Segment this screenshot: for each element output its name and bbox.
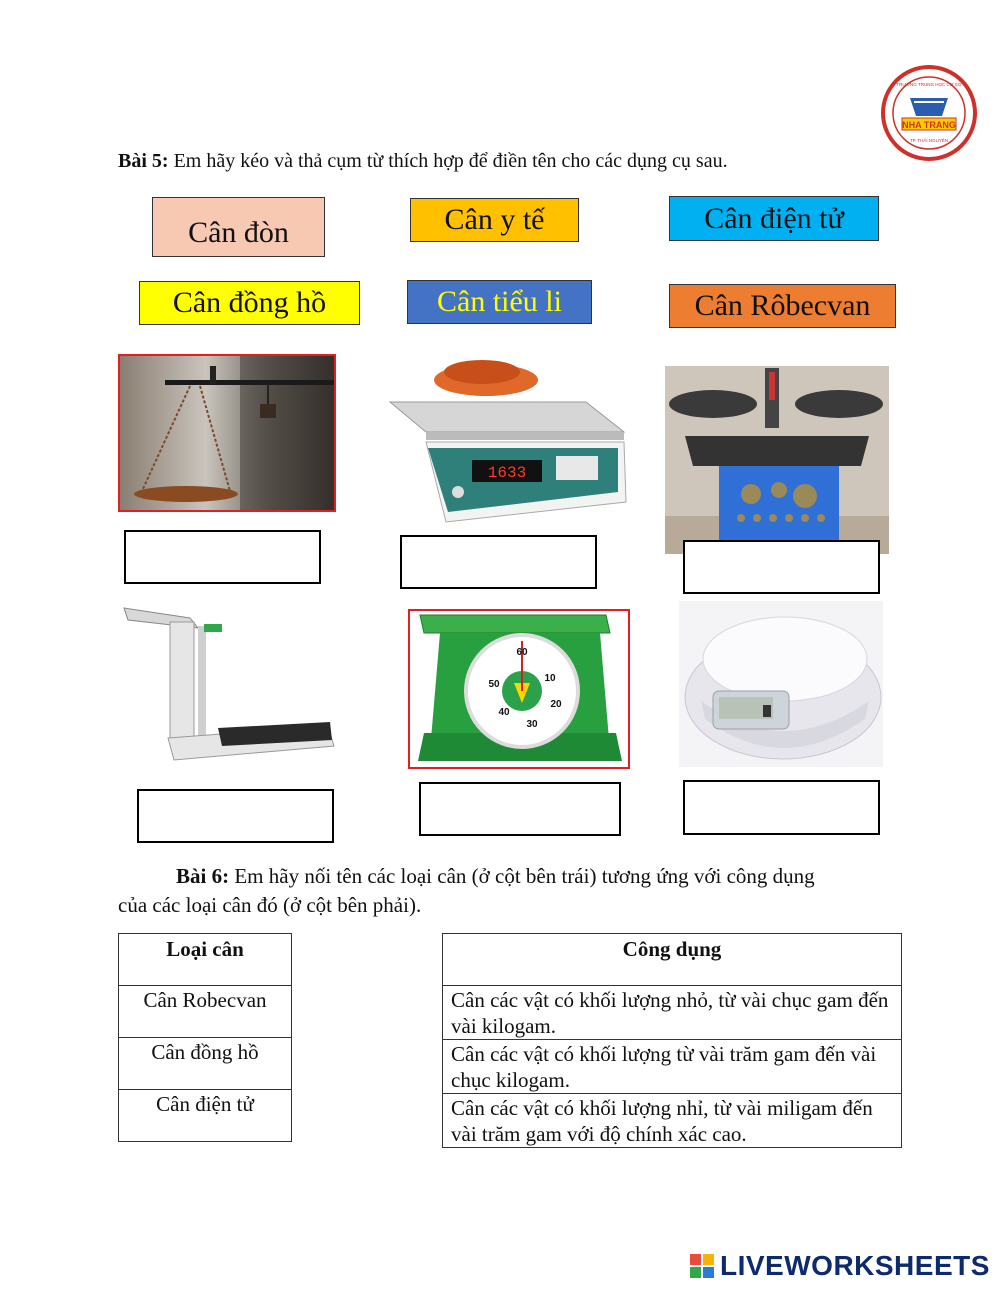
school-logo-title: TRƯỜNG TRUNG HỌC CƠ SỞ [896, 82, 962, 87]
chip-can-robecvan[interactable]: Cân Rôbecvan [669, 284, 896, 328]
answer-box-5[interactable] [419, 782, 621, 836]
school-logo-name: NHA TRANG [902, 120, 956, 130]
school-logo-city: TP. THÁI NGUYÊN [909, 138, 949, 143]
liveworksheets-icon [690, 1254, 714, 1278]
exercise-5-instruction [118, 150, 728, 173]
scale-use-item[interactable]: Cân các vật có khối lượng nhỉ, từ vài miligam đến vài trăm gam với độ chính xác cao. [443, 1094, 902, 1148]
exercise-6-instruction [118, 862, 908, 920]
exercise-6-text-line2: của các loại cân đó (ở cột bên phải). [118, 893, 422, 917]
exercise-6-text-line1: Em hãy nối tên các loại cân (ở cột bên trái) tương ứng với công dụng [234, 864, 815, 888]
medical-scale-photo [118, 600, 338, 764]
scale-display-value: 1633 [487, 464, 527, 482]
chip-can-tieu-li[interactable]: Cân tiểu li [407, 280, 592, 324]
answer-box-2[interactable] [400, 535, 597, 589]
exercise-5-text: Em hãy kéo và thả cụm từ thích hợp để điền tên cho các dụng cụ sau. [173, 150, 728, 172]
scale-use-header: Công dụng [443, 934, 902, 986]
scale-use-item[interactable]: Cân các vật có khối lượng từ vài trăm gam đến vài chục kilogam. [443, 1040, 902, 1094]
liveworksheets-logo [690, 1250, 990, 1282]
scale-type-header: Loại cân [119, 934, 292, 986]
answer-box-6[interactable] [683, 780, 880, 835]
steelyard-balance-photo [118, 354, 336, 512]
dial-number-40: 40 [498, 707, 510, 718]
kitchen-electronic-scale-photo [679, 601, 883, 767]
exercise-6-label: Bài 6: [176, 864, 230, 888]
liveworksheets-brand: LIVEWORKSHEETS [720, 1250, 990, 1281]
scale-type-item[interactable]: Cân đồng hồ [119, 1038, 292, 1090]
exercise-5-label: Bài 5: [118, 150, 169, 172]
scale-type-item[interactable]: Cân điện tử [119, 1090, 292, 1142]
chip-can-don[interactable]: Cân đòn [152, 197, 325, 257]
scale-use-table [442, 933, 902, 1148]
school-logo [880, 64, 978, 162]
digital-counting-scale-photo [386, 352, 632, 527]
answer-box-4[interactable] [137, 789, 334, 843]
dial-number-30: 30 [526, 719, 538, 730]
scale-type-item[interactable]: Cân Robecvan [119, 986, 292, 1038]
dial-number-10: 10 [544, 673, 556, 684]
scale-use-item[interactable]: Cân các vật có khối lượng nhỏ, từ vài chục gam đến vài kilogam. [443, 986, 902, 1040]
dial-spring-scale-photo [408, 609, 630, 769]
answer-box-1[interactable] [124, 530, 321, 584]
dial-number-50: 50 [488, 679, 500, 690]
answer-box-3[interactable] [683, 540, 880, 594]
roberval-balance-photo [665, 366, 889, 554]
dial-number-60: 60 [516, 647, 528, 658]
dial-number-20: 20 [550, 699, 562, 710]
chip-can-y-te[interactable]: Cân y tế [410, 198, 579, 242]
scale-type-table [118, 933, 292, 1142]
chip-can-dong-ho[interactable]: Cân đồng hồ [139, 281, 360, 325]
chip-can-dien-tu[interactable]: Cân điện tử [669, 196, 879, 241]
